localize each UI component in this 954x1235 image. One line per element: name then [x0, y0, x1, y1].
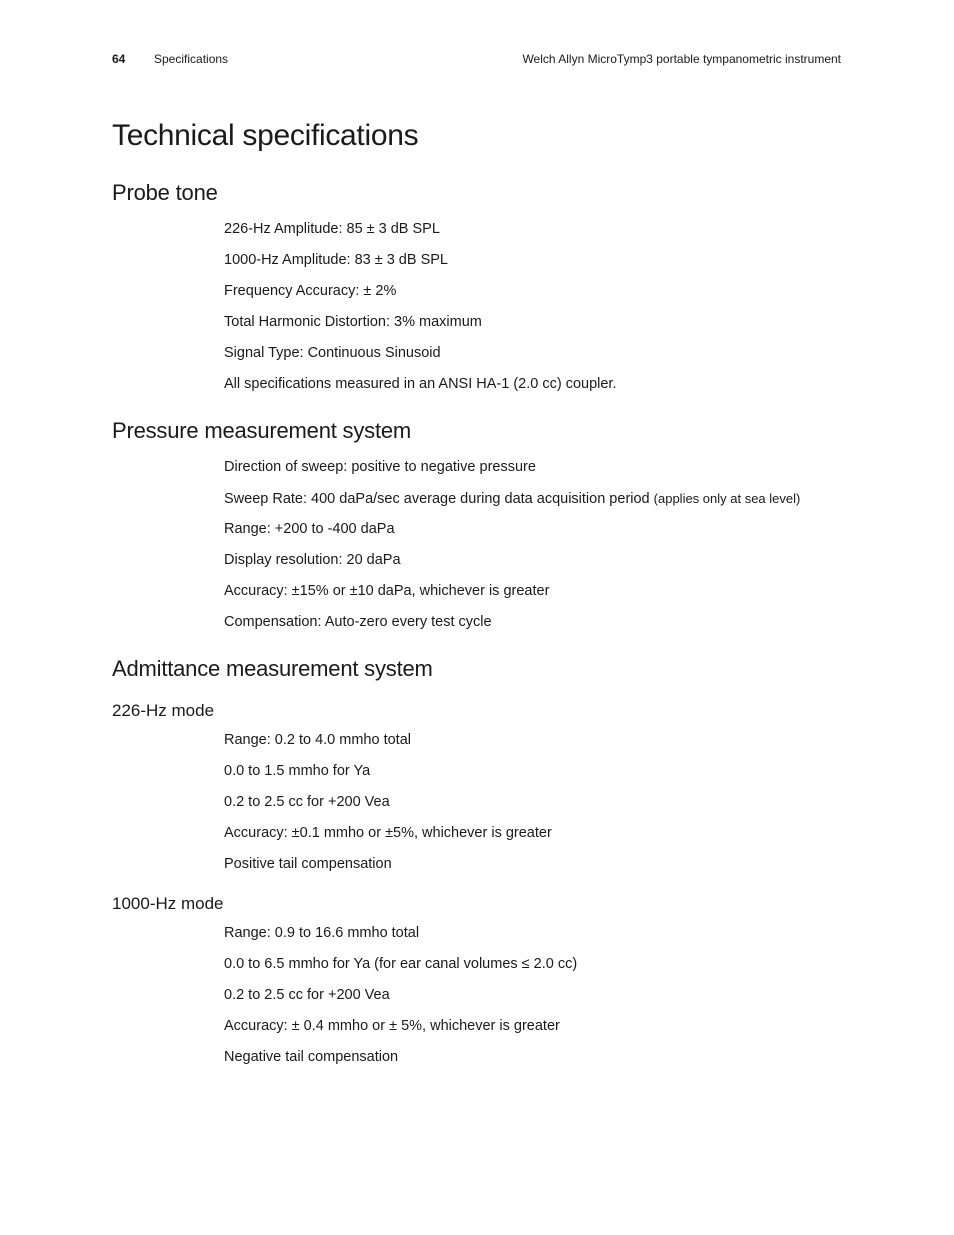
sweep-rate-note: (applies only at sea level): [653, 491, 801, 506]
page-header: [112, 52, 841, 70]
list-item: Range: 0.2 to 4.0 mmho total: [224, 732, 411, 748]
mode-226-heading: 226-Hz mode: [112, 701, 215, 720]
list-item: Negative tail compensation: [224, 1049, 399, 1065]
admittance-section: [112, 654, 852, 1073]
sweep-rate-item: [224, 483, 852, 514]
list-item: Range: +200 to -400 daPa: [224, 521, 395, 537]
admittance-heading: Admittance measurement system: [112, 656, 433, 681]
mode-1000-list: [112, 918, 852, 1073]
list-item: 0.2 to 2.5 cc for +200 Vea: [224, 987, 390, 1003]
page-number: 64: [112, 52, 126, 66]
list-item: Accuracy: ± 0.4 mmho or ± 5%, whichever is greater: [224, 1018, 560, 1034]
list-item: Total Harmonic Distortion: 3% maximum: [224, 314, 482, 330]
probe-tone-heading: Probe tone: [112, 180, 218, 205]
mode-1000-heading: 1000-Hz mode: [112, 894, 224, 913]
probe-tone-section: [112, 178, 852, 400]
list-item: Frequency Accuracy: ± 2%: [224, 283, 397, 299]
list-item: 0.0 to 6.5 mmho for Ya (for ear canal volumes ≤ 2.0 cc): [224, 956, 578, 972]
list-item: 226-Hz Amplitude: 85 ± 3 dB SPL: [224, 221, 440, 237]
list-item: Compensation: Auto-zero every test cycle: [224, 614, 492, 630]
header-section-name: Specifications: [154, 52, 229, 66]
sweep-rate-text: Sweep Rate: 400 daPa/sec average during data acquisition period: [224, 491, 650, 507]
list-item: All specifications measured in an ANSI HA-1 (2.0 cc) coupler.: [224, 376, 617, 392]
pressure-list: [112, 452, 852, 638]
pressure-heading: Pressure measurement system: [112, 418, 412, 443]
list-item: Positive tail compensation: [224, 856, 392, 872]
list-item: Direction of sweep: positive to negative pressure: [224, 459, 536, 475]
list-item: Display resolution: 20 daPa: [224, 552, 401, 568]
list-item: 1000-Hz Amplitude: 83 ± 3 dB SPL: [224, 252, 448, 268]
page-content: [112, 116, 852, 1073]
list-item: Accuracy: ±0.1 mmho or ±5%, whichever is greater: [224, 825, 552, 841]
list-item: Accuracy: ±15% or ±10 daPa, whichever is greater: [224, 583, 550, 599]
probe-tone-list: [112, 214, 852, 400]
list-item: 0.2 to 2.5 cc for +200 Vea: [224, 794, 390, 810]
list-item: Signal Type: Continuous Sinusoid: [224, 345, 441, 361]
page-title: Technical specifications: [112, 119, 419, 152]
mode-226-list: [112, 725, 852, 880]
header-document-title: Welch Allyn MicroTymp3 portable tympanometric instrument: [522, 52, 841, 66]
list-item: 0.0 to 1.5 mmho for Ya: [224, 763, 371, 779]
list-item: Range: 0.9 to 16.6 mmho total: [224, 925, 420, 941]
pressure-section: [112, 416, 852, 638]
